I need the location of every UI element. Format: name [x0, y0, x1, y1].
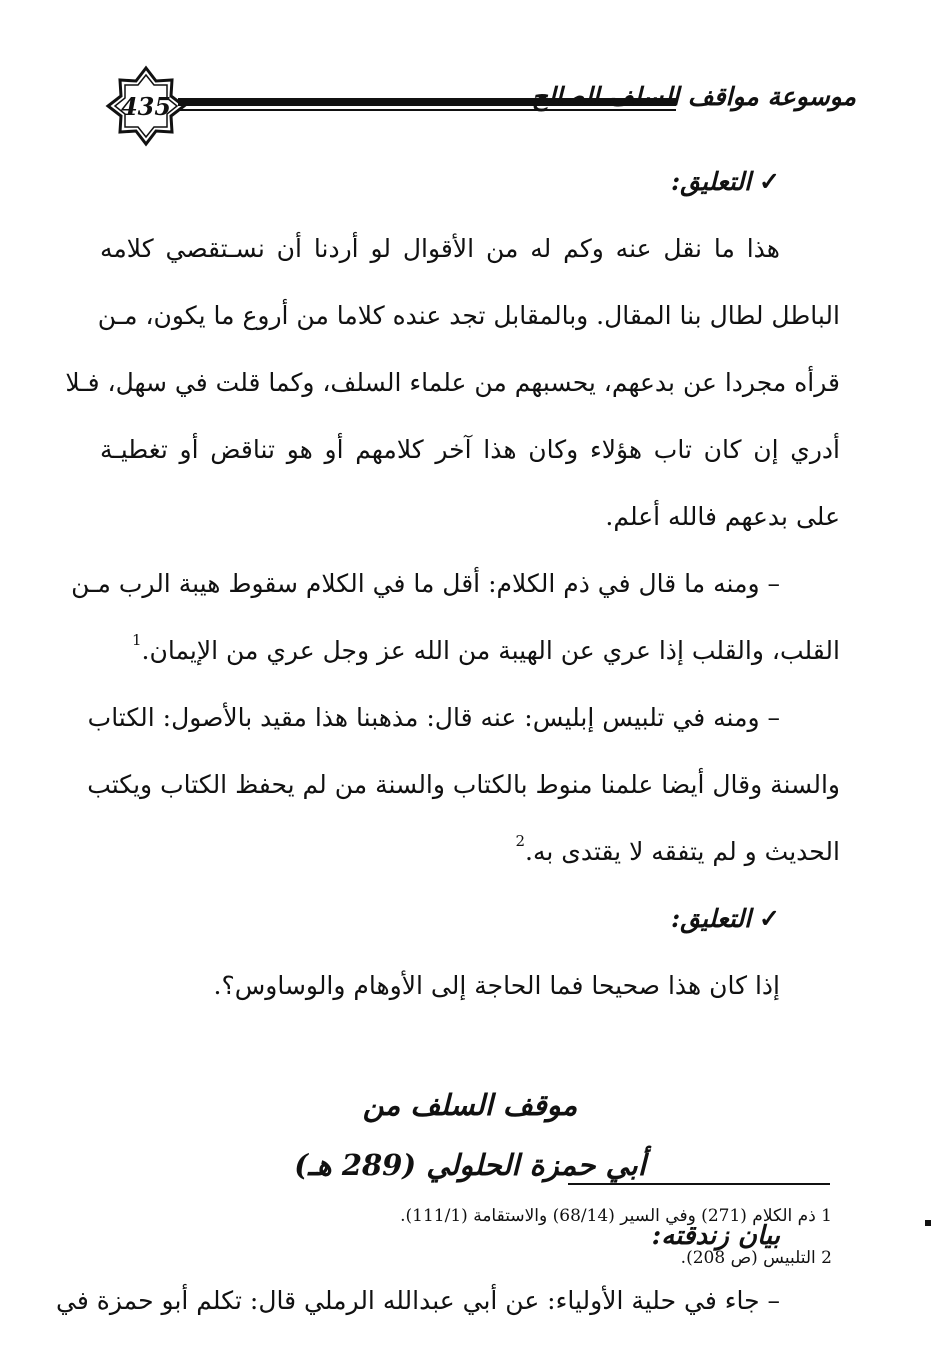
checkmark-icon: ✓ — [759, 167, 780, 196]
subheading: بيان زندقته: — [651, 1221, 780, 1251]
footnote-ref[interactable]: 1 — [131, 631, 142, 649]
paragraph-line — [100, 818, 840, 885]
page-number-badge — [106, 66, 186, 146]
scan-mark — [925, 1220, 931, 1226]
paragraph-line: – ومنه ما قال في ذم الكلام: أقل ما في الكلام سقوط هيبة الرب مـن — [71, 569, 780, 598]
paragraph-line: قرأه مجردا عن بدعهم، يحسبهم من علماء السلف، وكما قلت في سهل، فـلا — [65, 368, 840, 397]
comment-heading — [100, 885, 840, 952]
footnote: 2 التلبيس (ص 208). — [680, 1248, 832, 1268]
page-body — [56, 148, 840, 1334]
page-number: 435 — [120, 91, 172, 121]
paragraph-line: والسنة وقال أيضا علمنا منوط بالكتاب والسنة من لم يحفظ الكتاب ويكتب — [87, 770, 840, 799]
paragraph-line: – جاء في حلية الأولياء: عن أبي عبدالله الرملي قال: تكلم أبو حمزة في — [56, 1286, 780, 1315]
paragraph-text: الحديث و لم يتفقه لا يقتدى به. — [525, 837, 840, 866]
paragraph-text: القلب، والقلب إذا عري عن الهيبة من الله عز وجل عري من الإيمان. — [141, 636, 840, 665]
section-title: موقف السلف من — [362, 1088, 578, 1122]
footnote: 1 ذم الكلام (271) وفي السير (68/14) والاستقامة (111/1). — [400, 1206, 832, 1226]
paragraph-line: إذا كان هذا صحيحا فما الحاجة إلى الأوهام والوساوس؟. — [213, 971, 780, 1000]
paragraph-line: – ومنه في تلبيس إبليس: عنه قال: مذهبنا هذا مقيد بالأصول: الكتاب — [87, 703, 780, 732]
footnote-ref[interactable]: 2 — [515, 832, 526, 850]
series-title: موسوعة مواقف السلف الصالح — [531, 82, 856, 111]
paragraph-line: هذا ما نقل عنه وكم له من الأقوال لو أردنا أن نسـتقصي كلامه — [100, 234, 780, 263]
paragraph-line: الباطل لطال بنا المقال. وبالمقابل تجد عنده كلاما من أروع ما يكون، مـن — [97, 301, 840, 330]
comment-label: التعليق: — [670, 904, 752, 933]
comment-heading — [100, 148, 840, 215]
comment-label: التعليق: — [670, 167, 752, 196]
page-header — [96, 60, 856, 160]
paragraph-line: على بدعهم فالله أعلم. — [605, 502, 840, 531]
footnote-divider — [568, 1183, 830, 1185]
section-title: أبي حمزة الحلولي (289 هـ) — [294, 1148, 646, 1182]
paragraph-line — [100, 617, 840, 684]
checkmark-icon: ✓ — [759, 904, 780, 933]
paragraph-line: أدري إن كان تاب هؤلاء وكان هذا آخر كلامهم أو هو تناقض أو تغطيـة — [100, 435, 840, 464]
footnotes — [100, 1195, 832, 1279]
